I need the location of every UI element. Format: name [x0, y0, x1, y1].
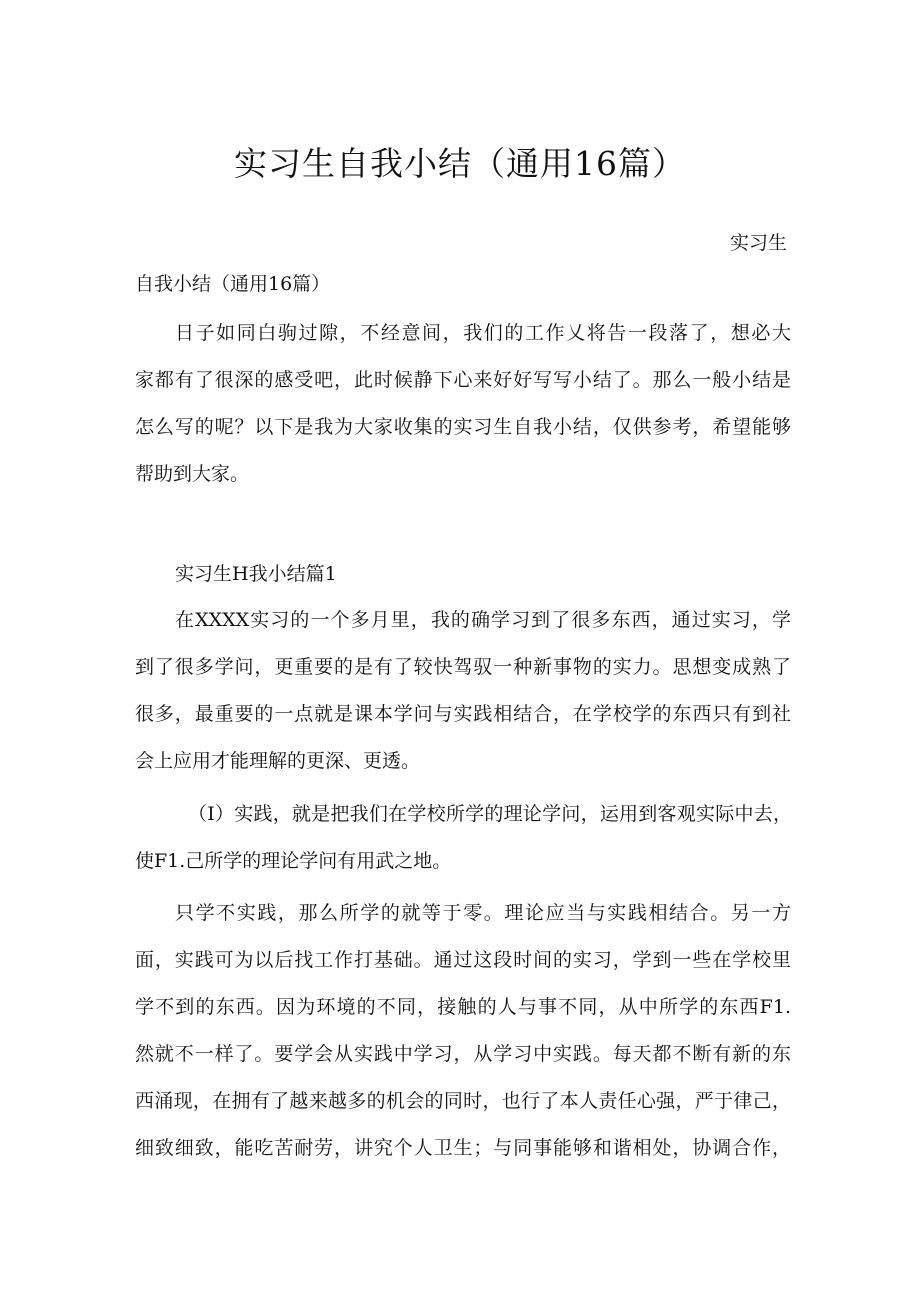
paragraph-line: 学不到的东西。因为环境的不同，接触的人与事不同，从中所学的东西F1. [135, 996, 791, 1018]
paragraph-line: 会上应用才能理解的更深、更透。 [135, 750, 421, 772]
paragraph-line: 面，实践可为以后找工作打基础。通过这段时间的实习，学到一些在学校里 [135, 949, 791, 971]
paragraph-line: 到了很多学问，更重要的是有了较快驾驭一种新事物的实力。思想变成熟了 [135, 656, 791, 678]
paragraph-line: 在XXXX实习的一个多月里，我的确学习到了很多东西，通过实习，学 [175, 609, 791, 631]
paragraph-line: （I）实践，就是把我们在学校所学的理论学问，运用到客观实际中去， [188, 803, 792, 825]
paragraph-line: 怎么写的呢？以下是我为大家收集的实习生自我小结，仅供参考，希望能够 [135, 416, 791, 438]
paragraph-line: 很多，最重要的一点就是课本学问与实践相结合，在学校学的东西只有到社 [135, 703, 791, 725]
document-title: 实习生自我小结（通用16篇） [234, 144, 686, 183]
paragraph-line: 西涌现，在拥有了越来越多的机会的同时，也行了本人责任心强，严于律己， [135, 1090, 791, 1112]
document-subtitle: 自我小结（通用16篇） [135, 273, 331, 295]
paragraph-line: 只学不实践，那么所学的就等于零。理论应当与实践相结合。另一方 [175, 902, 791, 924]
paragraph-line: 家都有了很深的感受吧，此时候静下心来好好写写小结了。那么一般小结是 [135, 369, 791, 391]
paragraph-line: 细致细致，能吃苦耐劳，讲究个人卫生；与同事能够和谐相处，协调合作， [135, 1137, 791, 1159]
paragraph-line: 然就不一样了。要学会从实践中学习，从学习中实践。每天都不断有新的东 [135, 1043, 791, 1065]
paragraph-line: 日子如同白驹过隙，不经意间，我们的工作乂将告一段落了，想必大 [175, 322, 791, 344]
section-heading: 实习生H我小结篇1 [175, 563, 337, 585]
header-right-label: 实习生 [729, 232, 787, 254]
paragraph-line: 使F1.己所学的理论学问有用武之地。 [135, 850, 452, 872]
paragraph-line: 帮助到大家。 [135, 463, 250, 485]
